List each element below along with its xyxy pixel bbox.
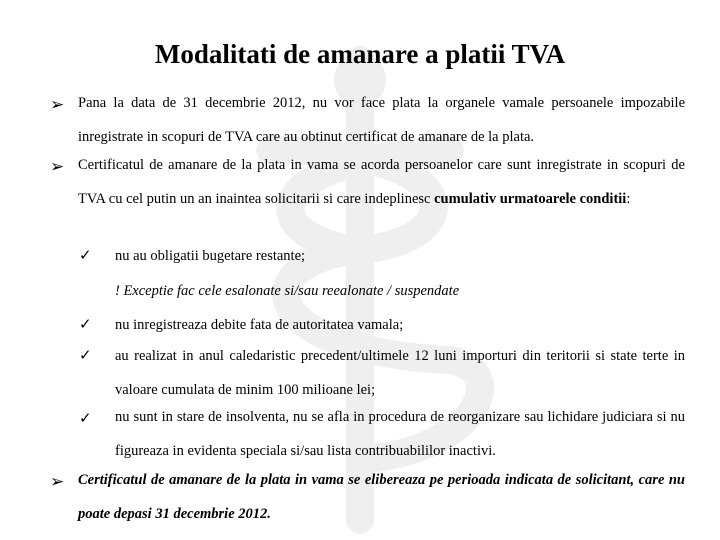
paragraph-1: Pana la data de 31 decembrie 2012, nu vor face plata la organele vamale persoanele impozabile inregistrate in scopuri de TVA care au obtinut certificat de amanare de la plata.: [78, 95, 685, 145]
paragraph-2-emphasis: cumulativ urmatoarele conditii: [434, 191, 627, 207]
page-title: Modalitati de amanare a platii TVA: [154, 39, 566, 69]
paragraph-2: [78, 148, 685, 216]
arrow-bullet-icon: ➢: [50, 95, 65, 114]
paragraph-3: Certificatul de amanare de la plata in vama se elibereaza pe perioada indicata de solicitant, care nu poate depasi 31 decembrie 2012.: [78, 472, 685, 522]
checkmark-icon: ✓: [79, 317, 92, 333]
checkmark-icon: ✓: [79, 411, 92, 427]
arrow-bullet-icon: ➢: [50, 157, 65, 176]
paragraph-2-text: Certificatul de amanare de la plata in vama se acorda persoanelor care sunt inregistrate in scopuri de TVA cu cel putin un an inaintea solicitarii si care indeplinesc: [78, 157, 685, 207]
exception-note: ! Exceptie fac cele esalonate si/sau reealonate / suspendate: [115, 283, 460, 299]
condition-2: nu inregistreaza debite fata de autoritatea vamala;: [115, 317, 404, 333]
checkmark-icon: ✓: [79, 348, 92, 364]
condition-1: nu au obligatii bugetare restante;: [115, 248, 306, 264]
paragraph-2-colon: :: [626, 191, 631, 207]
arrow-bullet-icon: ➢: [50, 472, 65, 491]
condition-3: au realizat in anul caledaristic precedent/ultimele 12 luni importuri din teritorii si state terte in valoare cumulata de minim 100 milioane lei;: [115, 348, 685, 398]
checkmark-icon: ✓: [79, 248, 92, 264]
condition-4: nu sunt in stare de insolventa, nu se afla in procedura de reorganizare sau lichidare judiciara si nu figureaza in evidenta speciala si/sau lista contribuabililor inactivi.: [115, 409, 685, 459]
